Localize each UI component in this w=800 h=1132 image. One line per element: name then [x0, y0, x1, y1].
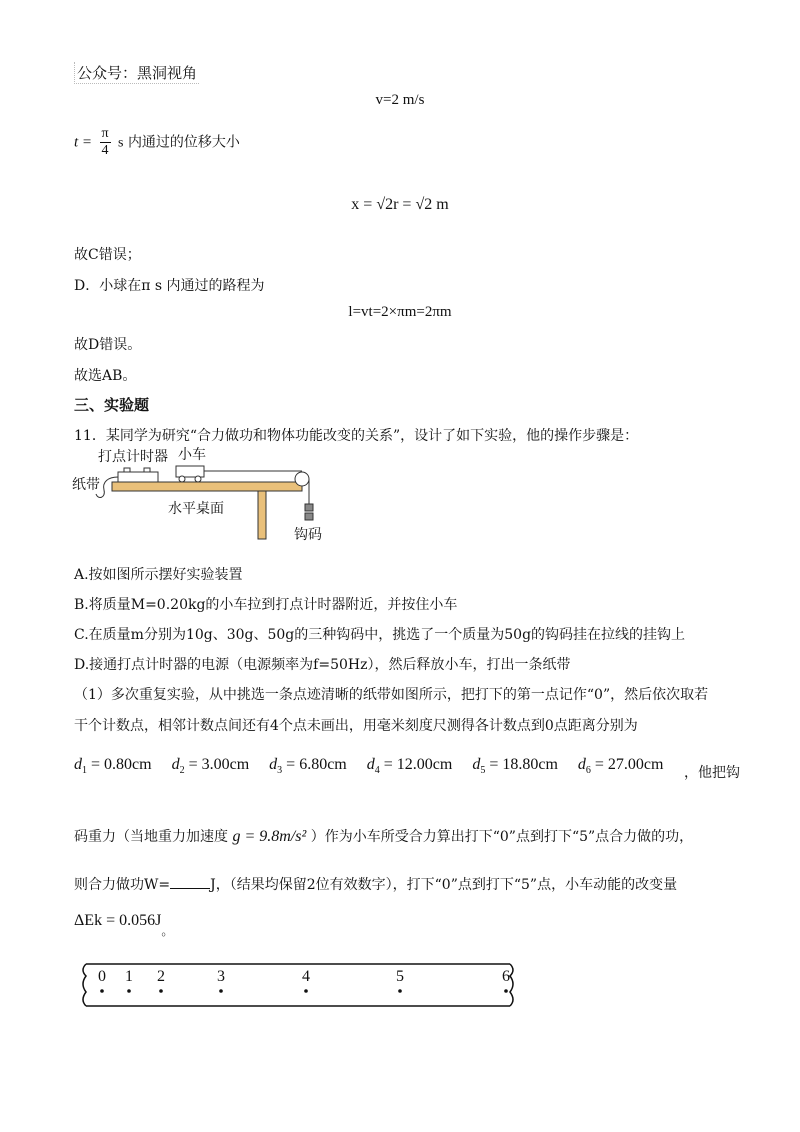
d-wrong: 故D错误。: [74, 337, 142, 353]
step-c: C.在质量m分别为10g、30g、50g的三种钩码中，挑选了一个质量为50g的钩码挂在拉线的挂钩上: [74, 627, 686, 643]
tape-label-5: 5: [396, 968, 404, 985]
tape-label-3: 3: [217, 968, 225, 985]
hook-weight: [305, 513, 313, 520]
apparatus-figure: [72, 446, 332, 546]
d-line: D．小球在π s 内通过的路程为: [74, 278, 265, 294]
tape-dot: [127, 989, 131, 993]
table-top: [112, 482, 302, 491]
gravity-suffix: ）作为小车所受合力算出打下“0”点到打下“5”点合力做的功，: [310, 829, 694, 845]
ek-line: [74, 912, 173, 939]
distance-d2: $d_2 = 3.00cm$: [171, 756, 250, 777]
eq-displacement: x = √2r = √2 m: [351, 196, 449, 213]
tape-dot: [398, 989, 402, 993]
distance-d6: $d_6 = 27.00cm$: [577, 756, 664, 777]
tape-dot: [159, 989, 163, 993]
answer: 故选AB。: [74, 368, 137, 384]
timer-knob: [144, 468, 150, 472]
car-body: [176, 466, 204, 477]
t-prefix: t =: [74, 134, 93, 151]
hook-weight: [305, 504, 313, 511]
car-wheel: [179, 476, 185, 482]
work-prefix: 则合力做功W=: [74, 877, 171, 893]
label-timer: 打点计时器: [98, 449, 168, 465]
t-suffix: 内通过的位移大小: [127, 134, 240, 151]
distance-list: [74, 756, 683, 776]
c-wrong: 故C错误；: [74, 247, 141, 263]
t-unit: s: [118, 135, 124, 151]
distance-d1: $d_1 = 0.80cm$: [74, 756, 152, 777]
ek-end: 。: [161, 924, 174, 938]
step-d: D.接通打点计时器的电源（电源频率为f=50Hz），然后释放小车，打出一条纸带: [74, 657, 571, 673]
tape-dot: [504, 989, 508, 993]
part1-line2: 干个计数点，相邻计数点间还有4个点未画出，用毫米刻度尺测得各计数点到0点距离分别为: [74, 718, 638, 734]
eq-path: l=vt=2×πm=2πm: [348, 304, 452, 320]
t-fraction: [100, 126, 111, 159]
timer-knob: [124, 468, 130, 472]
step-a: A.按如图所示摆好实验装置: [74, 567, 243, 583]
question-11: 11．某同学为研究“合力做功和物体功能改变的关系”，设计了如下实验，他的操作步骤是：: [74, 428, 639, 444]
work-line: [74, 874, 677, 894]
gravity-prefix: 码重力（当地重力加速度: [74, 829, 228, 845]
t-den: 4: [101, 143, 109, 159]
section-title: 三、实验题: [74, 396, 150, 414]
distance-d3: $d_3 = 6.80cm$: [269, 756, 347, 777]
tape-dot: [304, 989, 308, 993]
ticker-tape: [78, 960, 518, 1010]
tape-label-6: 6: [502, 968, 510, 985]
gravity-value: g = 9.8m/s²: [232, 828, 307, 845]
tape-label-2: 2: [157, 968, 165, 985]
tape-label-0: 0: [98, 968, 106, 985]
part1-line1: （1）多次重复实验，从中挑选一条点迹清晰的纸带如图所示，把打下的第一点记作“0”，然后依次取若: [74, 687, 709, 703]
pulley: [295, 472, 309, 486]
work-suffix: J，（结果均保留2位有效数字），打下“0”点到打下“5”点，小车动能的改变量: [210, 877, 678, 893]
gravity-line: [74, 826, 693, 846]
tape-label-1: 1: [125, 968, 133, 985]
work-answer-blank[interactable]: [170, 874, 210, 889]
tape-dot: [219, 989, 223, 993]
timer-box: [118, 472, 158, 482]
watermark: 公众号：黑洞视角: [74, 62, 199, 84]
tape-dots: [78, 960, 518, 1010]
car-wheel: [195, 476, 201, 482]
t-num: π: [100, 126, 111, 143]
step-b: B.将质量M=0.20kg的小车拉到打点计时器附近，并按住小车: [74, 597, 458, 613]
distance-d4: $d_4 = 12.00cm$: [366, 756, 453, 777]
eq-velocity: v=2 m/s: [375, 92, 425, 108]
label-tape: 纸带: [72, 477, 100, 493]
distance-tail: ，他把钩: [684, 765, 740, 781]
tape-label-4: 4: [302, 968, 310, 985]
table-leg: [258, 491, 266, 539]
label-table: 水平桌面: [168, 501, 224, 517]
time-line: [74, 126, 240, 159]
distance-d5: $d_5 = 18.80cm$: [472, 756, 558, 777]
ek-value: ΔEk = 0.056J: [74, 912, 162, 929]
label-hook: 钩码: [294, 527, 322, 543]
tape-dot: [100, 989, 104, 993]
label-car: 小车: [178, 447, 206, 463]
